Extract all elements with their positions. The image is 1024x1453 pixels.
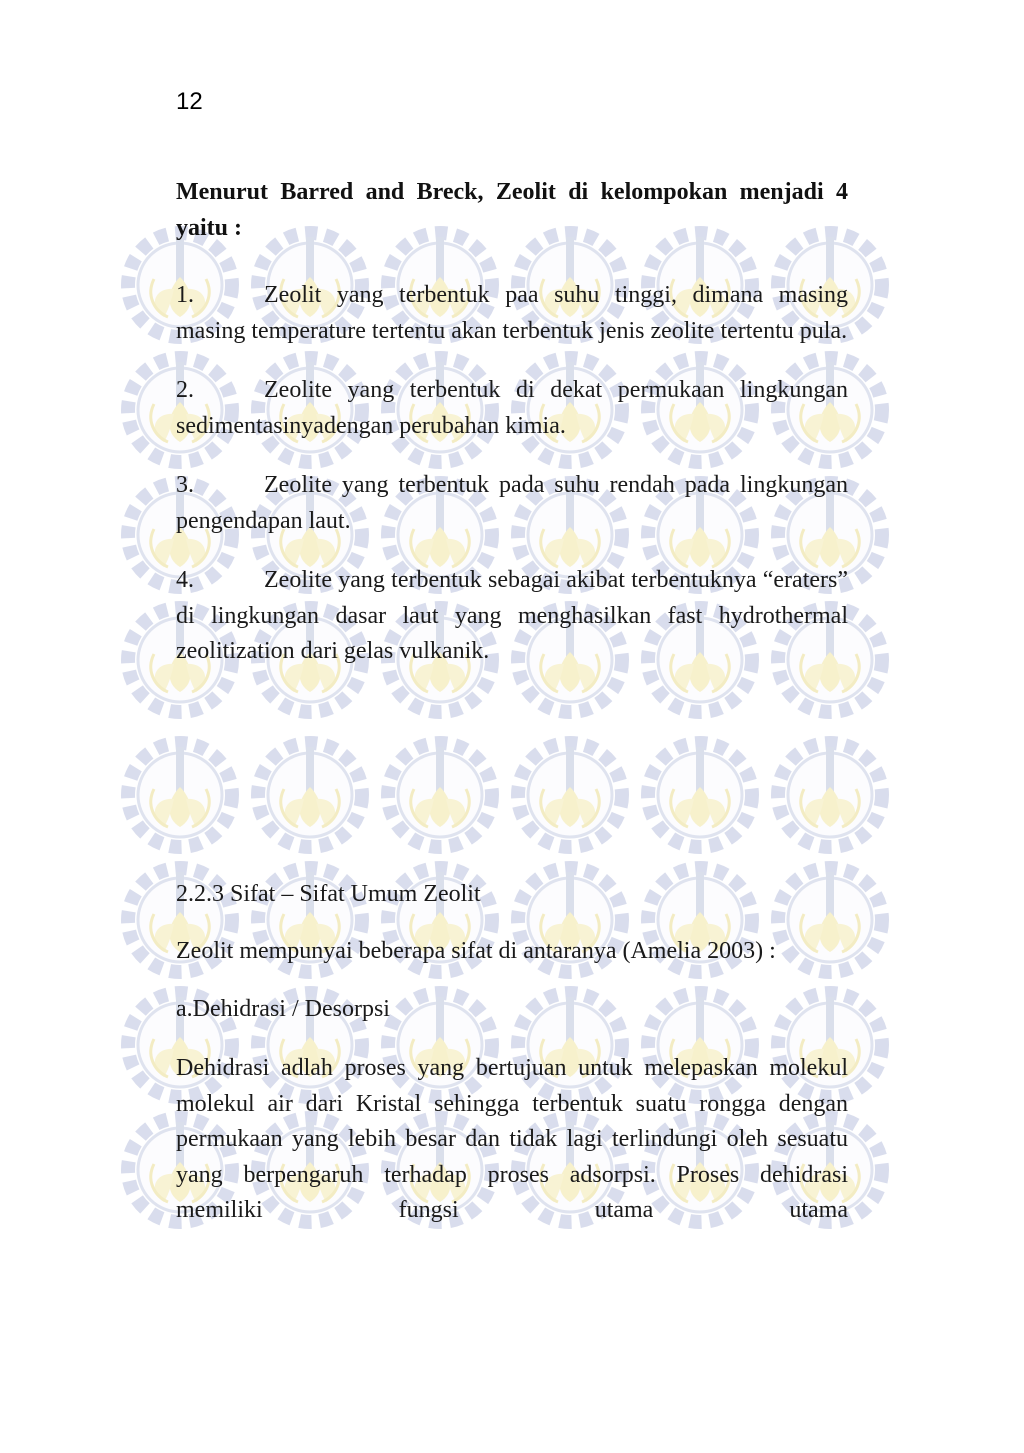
list-item-text: Zeolite yang terbentuk sebagai akibat terbentuknya “eraters” di lingkungan dasar laut yang menghasilkan fast hydrothermal zeolitization dari gelas vulkanik. bbox=[176, 567, 848, 664]
list-item bbox=[176, 468, 848, 539]
page-number: 12 bbox=[176, 88, 203, 115]
list-item-number: 3. bbox=[176, 472, 194, 498]
list-item-text: Zeolite yang terbentuk di dekat permukaan lingkungan sedimentasinyadengan perubahan kimia. bbox=[176, 377, 848, 439]
list-item-number: 1. bbox=[176, 282, 194, 308]
zeolite-groups-list bbox=[176, 278, 848, 670]
section-heading: 2.2.3 Sifat – Sifat Umum Zeolit bbox=[176, 880, 481, 907]
section-intro: Zeolit mempunyai beberapa sifat di antaranya (Amelia 2003) : bbox=[176, 938, 776, 964]
list-item bbox=[176, 373, 848, 444]
document-body bbox=[176, 175, 848, 1229]
list-item bbox=[176, 278, 848, 349]
list-item-text: Zeolit yang terbentuk paa suhu tinggi, dimana masing masing temperature tertentu akan terbentuk jenis zeolite tertentu pula. bbox=[176, 282, 848, 344]
list-item-number: 2. bbox=[176, 377, 194, 403]
list-item-number: 4. bbox=[176, 567, 194, 593]
intro-heading: Menurut Barred and Breck, Zeolit di kelompokan menjadi 4 yaitu : bbox=[176, 179, 848, 241]
list-item-text: Zeolite yang terbentuk pada suhu rendah pada lingkungan pengendapan laut. bbox=[176, 472, 848, 534]
body-paragraph: Dehidrasi adlah proses yang bertujuan untuk melepaskan molekul molekul air dari Kristal sehingga terbentuk suatu rongga dengan permukaan yang lebih besar dan tidak lagi terlindungi oleh sesuatu yang berpengaruh terhadap proses adsorpsi. Proses dehidrasi memiliki fungsi utama utama bbox=[176, 1055, 848, 1223]
sub-heading: a.Dehidrasi / Desorpsi bbox=[176, 995, 390, 1022]
list-item bbox=[176, 563, 848, 670]
